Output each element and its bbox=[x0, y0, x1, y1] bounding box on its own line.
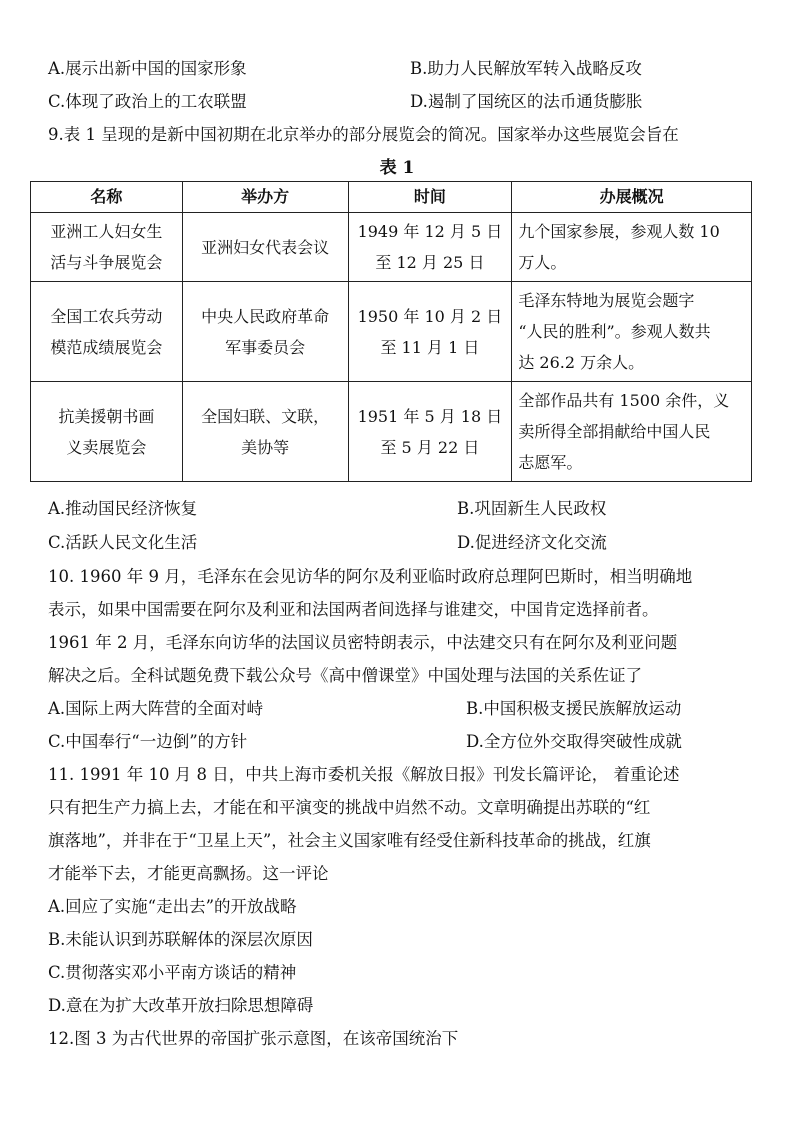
q10-line-1: 10. 1960 年 9 月，毛泽东在会见访华的阿尔及利亚临时政府总理阿巴斯时，相当明确地 bbox=[48, 567, 693, 586]
q11-line-1: 11. 1991 年 10 月 8 日，中共上海市委机关报《解放日报》刊发长篇评论， 着重论述 bbox=[48, 765, 680, 784]
q10-line-2: 表示，如果中国需要在阿尔及利亚和法国两者间选择与谁建交，中国肯定选择前者。 bbox=[48, 600, 659, 619]
q11-line-4: 才能举下去，才能更高飘扬。这一评论 bbox=[48, 864, 329, 883]
q11-option-c: C.贯彻落实邓小平南方谈话的精神 bbox=[48, 963, 297, 982]
table-row bbox=[31, 282, 752, 382]
cell-time: 1951 年 5 月 18 日 至 5 月 22 日 bbox=[348, 382, 512, 482]
q8-option-a: A.展示出新中国的国家形象 bbox=[48, 59, 247, 78]
cell-summary: 毛泽东特地为展览会题字 “人民的胜利”。参观人数共 达 26.2 万余人。 bbox=[512, 282, 752, 382]
exhibition-table bbox=[30, 181, 752, 482]
table-caption: 表 1 bbox=[379, 158, 415, 178]
q9-option-b: B.巩固新生人民政权 bbox=[457, 499, 607, 518]
header-name: 名称 bbox=[31, 182, 183, 213]
cell-name: 亚洲工人妇女生 活与斗争展览会 bbox=[31, 213, 183, 282]
q9-option-c: C.活跃人民文化生活 bbox=[48, 533, 198, 552]
table-header-row bbox=[31, 182, 752, 213]
cell-summary: 全部作品共有 1500 余件，义 卖所得全部捐献给中国人民 志愿军。 bbox=[512, 382, 752, 482]
q10-line-4: 解决之后。全科试题免费下载公众号《高中僧课堂》中国处理与法国的关系佐证了 bbox=[48, 666, 642, 685]
cell-time: 1950 年 10 月 2 日 至 11 月 1 日 bbox=[348, 282, 512, 382]
table-row bbox=[31, 213, 752, 282]
q9-stem: 9.表 1 呈现的是新中国初期在北京举办的部分展览会的简况。国家举办这些展览会旨在 bbox=[48, 125, 679, 144]
cell-host: 全国妇联、文联， 美协等 bbox=[182, 382, 348, 482]
q10-option-a: A.国际上两大阵营的全面对峙 bbox=[48, 699, 264, 718]
table-row bbox=[31, 382, 752, 482]
q10-line-3: 1961 年 2 月，毛泽东向访华的法国议员密特朗表示，中法建交只有在阿尔及利亚问题 bbox=[48, 633, 678, 652]
cell-summary: 九个国家参展，参观人数 10 万人。 bbox=[512, 213, 752, 282]
header-summary: 办展概况 bbox=[512, 182, 752, 213]
q9-option-a: A.推动国民经济恢复 bbox=[48, 499, 198, 518]
q10-option-c: C.中国奉行“一边倒”的方针 bbox=[48, 732, 248, 751]
q11-option-a: A.回应了实施“走出去”的开放战略 bbox=[48, 897, 297, 916]
q10-option-d: D.全方位外交取得突破性成就 bbox=[466, 732, 682, 751]
q8-option-d: D.遏制了国统区的法币通货膨胀 bbox=[410, 92, 643, 111]
cell-host: 亚洲妇女代表会议 bbox=[182, 213, 348, 282]
q11-line-2: 只有把生产力搞上去，才能在和平演变的挑战中岿然不动。文章明确提出苏联的“红 bbox=[48, 798, 651, 817]
q12-stem: 12.图 3 为古代世界的帝国扩张示意图，在该帝国统治下 bbox=[48, 1029, 459, 1048]
q11-option-d: D.意在为扩大改革开放扫除思想障碍 bbox=[48, 996, 314, 1015]
header-time: 时间 bbox=[348, 182, 512, 213]
cell-time: 1949 年 12 月 5 日 至 12 月 25 日 bbox=[348, 213, 512, 282]
q11-option-b: B.未能认识到苏联解体的深层次原因 bbox=[48, 930, 313, 949]
q11-line-3: 旗落地”，并非在于“卫星上天”，社会主义国家唯有经受住新科技革命的挑战，红旗 bbox=[48, 831, 651, 850]
header-host: 举办方 bbox=[182, 182, 348, 213]
q9-option-d: D.促进经济文化交流 bbox=[457, 533, 607, 552]
q8-option-c: C.体现了政治上的工农联盟 bbox=[48, 92, 247, 111]
cell-name: 全国工农兵劳动 模范成绩展览会 bbox=[31, 282, 183, 382]
q8-option-b: B.助力人民解放军转入战略反攻 bbox=[410, 59, 642, 78]
cell-name: 抗美援朝书画 义卖展览会 bbox=[31, 382, 183, 482]
cell-host: 中央人民政府革命 军事委员会 bbox=[182, 282, 348, 382]
q10-option-b: B.中国积极支援民族解放运动 bbox=[466, 699, 682, 718]
